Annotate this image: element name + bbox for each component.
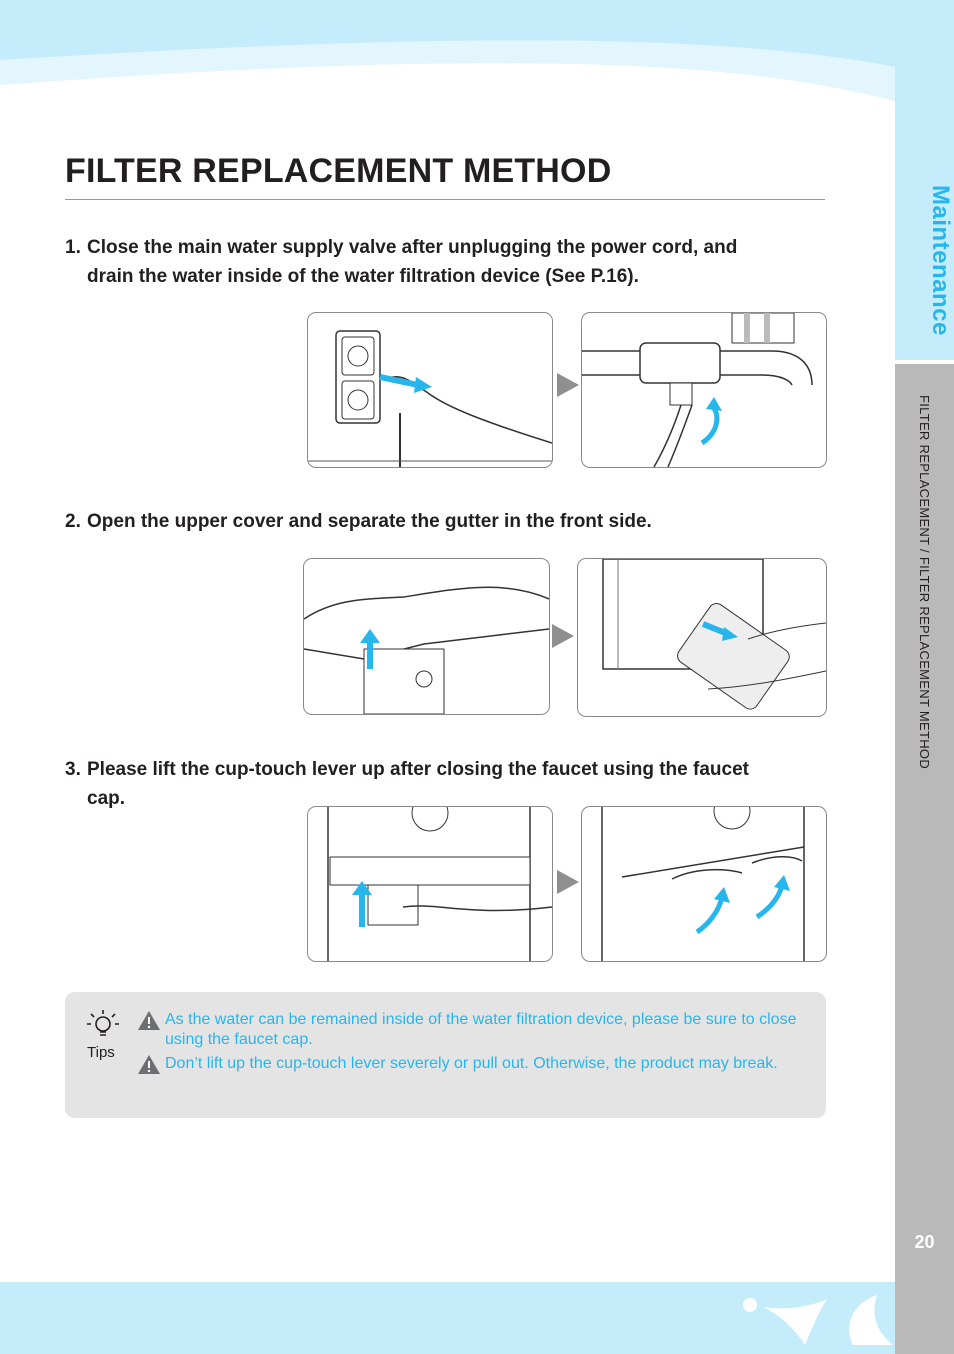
step-1-text: Close the main water supply valve after unplugging the power cord, and drain the water inside of the water filtration device (See P.16). <box>87 237 738 287</box>
step-2-text: Open the upper cover and separate the gutter in the front side. <box>87 511 652 532</box>
warning-icon <box>137 1010 161 1031</box>
step-3 <box>65 755 785 813</box>
step-3-illustration-lever-up <box>581 806 827 962</box>
step-2-number: 2. <box>65 511 81 532</box>
tip-item-2 <box>137 1054 797 1074</box>
step-1-next-arrow <box>557 373 579 397</box>
tip-text-2: Don’t lift up the cup-touch lever severely or pull out. Otherwise, the product may break. <box>165 1055 778 1072</box>
step-1 <box>65 233 785 291</box>
step-2-illustration-open-cover <box>303 558 550 715</box>
step-1-illustration-unplug <box>307 312 553 468</box>
tips-box <box>65 992 826 1118</box>
step-1-number: 1. <box>65 237 81 258</box>
step-2 <box>65 507 785 536</box>
step-3-next-arrow <box>557 870 579 894</box>
step-3-illustration-faucet-cap <box>307 806 553 962</box>
tip-text-1: As the water can be remained inside of the water filtration device, please be sure to close using the faucet cap. <box>165 1011 797 1048</box>
side-section-label: FILTER REPLACEMENT / FILTER REPLACEMENT METHOD <box>917 395 932 770</box>
page-title: FILTER REPLACEMENT METHOD <box>65 152 612 190</box>
step-1-illustration-valve <box>581 312 827 468</box>
warning-icon <box>137 1054 161 1075</box>
step-3-text: Please lift the cup-touch lever up after closing the faucet using the faucet cap. <box>87 759 749 809</box>
tip-item-1 <box>137 1010 797 1050</box>
water-drop-decoration <box>735 1285 895 1354</box>
tips-label: Tips <box>87 1044 115 1061</box>
title-divider <box>65 199 825 200</box>
step-2-next-arrow <box>552 624 574 648</box>
step-2-illustration-gutter <box>577 558 827 717</box>
top-wave-band <box>0 0 954 120</box>
step-3-number: 3. <box>65 759 81 780</box>
page-number: 20 <box>914 1232 935 1252</box>
side-title: Maintenance <box>927 184 954 336</box>
lightbulb-icon <box>85 1008 121 1042</box>
